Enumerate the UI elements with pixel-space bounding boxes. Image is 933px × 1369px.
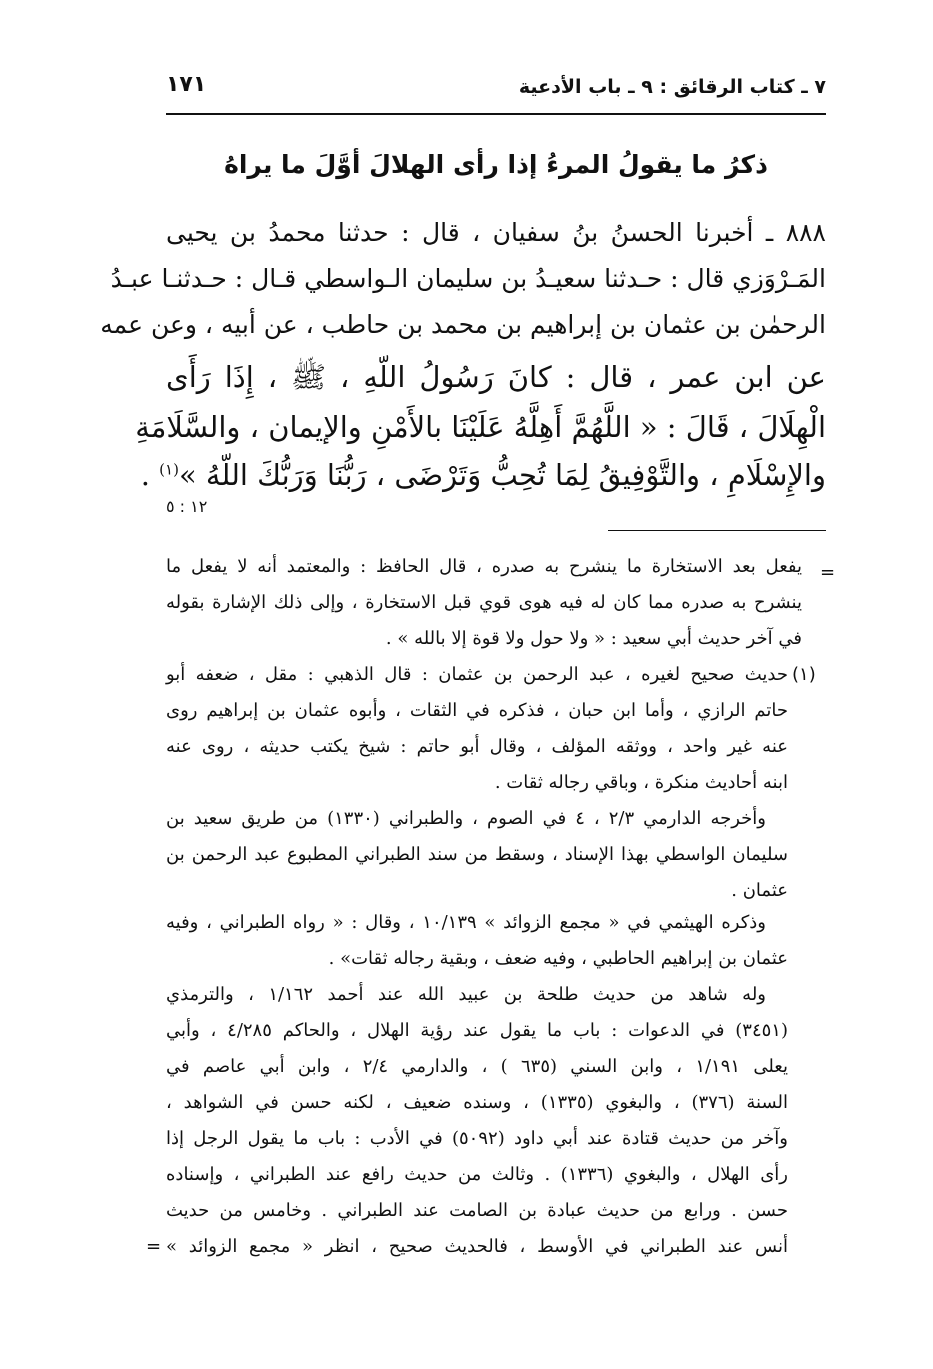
footnote-line: وآخر من حديث قتادة عند أبي داود (٥٠٩٢) في الأدب : باب ما يقول الرجل إذا [166, 1128, 788, 1149]
footnote-separator [608, 530, 826, 531]
main-text-line: الرحمٰن بن عثمان بن إبراهيم بن محمد بن حاطب ، عن أبيه ، وعن عمه [100, 310, 826, 339]
footnote-line: سليمان الواسطي بهذا الإسناد ، وسقط من سند الطبراني المطبوع عبد الرحمن بن [166, 844, 788, 865]
page-number: ١٧١ [166, 72, 207, 97]
footnote-line: السنة (٣٧٦) ، والبغوي (١٣٣٥) ، وسنده ضعيف ، لكنه حسن في الشواهد ، [166, 1092, 789, 1113]
hadith-text-line: والإِسْلَامِ ، والتَّوْفِيقُ لِمَا تُحِبُّ وَتَرْضَى ، رَبُّنَا وَرَبُّكَ اللّهُ » [178, 458, 826, 492]
reference-marker: ١٢ : ٥ [166, 497, 208, 516]
footnote-line: عنه غير واحد ، ووثقه المؤلف ، وقال أبو حاتم : شيخ يكتب حديثه ، روى عنه [166, 736, 788, 757]
footnote-line: حديث صحيح لغيره ، عبد الرحمن بن عثمان : قال الذهبي : مقل ، ضعفه أبو [166, 664, 788, 685]
footnote-reference: (١) [159, 460, 179, 479]
chapter-title: ٧ ـ كتاب الرقائق : ٩ ـ باب الأدعية [518, 76, 826, 98]
footnote-line: وله شاهد من حديث طلحة بن عبيد الله عند أحمد ١/١٦٢ ، والترمذي [166, 984, 766, 1005]
footnote-1-label: (١) [792, 664, 816, 685]
header-rule [166, 113, 826, 115]
footnote-line: يعلى ١/١٩١ ، وابن السني (٦٣٥ ) ، والدارمي ٢/٤ ، وابن أبي عاصم في [166, 1056, 788, 1077]
footnote-line: عثمان . [731, 880, 788, 901]
footnote-line: وذكره الهيثمي في « مجمع الزوائد » ١٠/١٣٩ ، وقال : « رواه الطبراني ، وفيه [166, 912, 766, 933]
running-header [166, 70, 826, 110]
main-text-line: المَـرْوَزي قال : حـدثنا سعيـدُ بن سليمان الـواسطي قـال : حـدثنـا عبـدُ [110, 264, 826, 293]
continuation-mark: = [820, 562, 836, 583]
footnote-line: يفعل بعد الاستخارة ما ينشرح به صدره ، قال الحافظ : والمعتمد أنه لا يفعل ما [166, 556, 803, 577]
main-text-line: ٨٨٨ ـ أخبرنا الحسنُ بنُ سفيان ، قال : حدثنا محمدُ بن يحيى [166, 218, 826, 247]
footnote-line: عثمان بن إبراهيم الحاطبي ، وفيه ضعف ، وبقية رجاله ثقات» . [328, 948, 788, 969]
footnote-line: (٣٤٥١) في الدعوات : باب ما يقول عند رؤية الهلال ، والحاكم ٤/٢٨٥ ، وأبي [166, 1020, 788, 1041]
hadith-text-line: الْهِلَالَ ، قَالَ : « اللَّهُمَّ أَهِلَّهُ عَلَيْنَا بالأَمْنِ والإيمان ، والسَّلَامَةِ [135, 410, 826, 444]
footnote-line: حاتم الرازي ، وأما ابن حبان ، فذكره في الثقات ، وأبوه عثمان بن إبراهيم روى [166, 700, 788, 721]
section-title: ذكرُ ما يقولُ المرءُ إذا رأى الهلالَ أوَّلَ ما يراهُ [224, 150, 768, 179]
footnote-line: حسن . ورابع من حديث عبادة بن الصامت عند الطبراني . وخامس من حديث [166, 1200, 788, 1221]
hadith-end-period: . [140, 458, 160, 492]
hadith-text-line: عن ابن عمر ، قال : كانَ رَسُولُ اللّهِ ، ﷺ ، إِذَا رَأَى [166, 360, 826, 394]
footnote-line: أنس عند الطبراني في الأوسط ، فالحديث صحيح ، انظر « مجمع الزوائد » [166, 1236, 788, 1257]
footnote-line: في آخر حديث أبي سعيد : « ولا حول ولا قوة إلا بالله » . [385, 628, 802, 649]
footnote-line: ينشرح به صدره مما كان له فيه هوى قوي قبل الاستخارة ، وإلى ذلك الإشارة بقوله [166, 592, 802, 613]
footnote-line: رأى الهلال ، والبغوي (١٣٣٦) . وثالث من حديث رافع عند الطبراني ، وإسناده [166, 1164, 788, 1185]
footnote-line: وأخرجه الدارمي ٢/٣ ، ٤ في الصوم ، والطبراني (١٣٣٠) من طريق سعيد بن [166, 808, 766, 829]
footnote-line: ابنه أحاديث منكرة ، وباقي رجاله ثقات . [494, 772, 788, 793]
hadith-text-line-last [140, 458, 826, 492]
continuation-mark-end: = [146, 1236, 162, 1257]
